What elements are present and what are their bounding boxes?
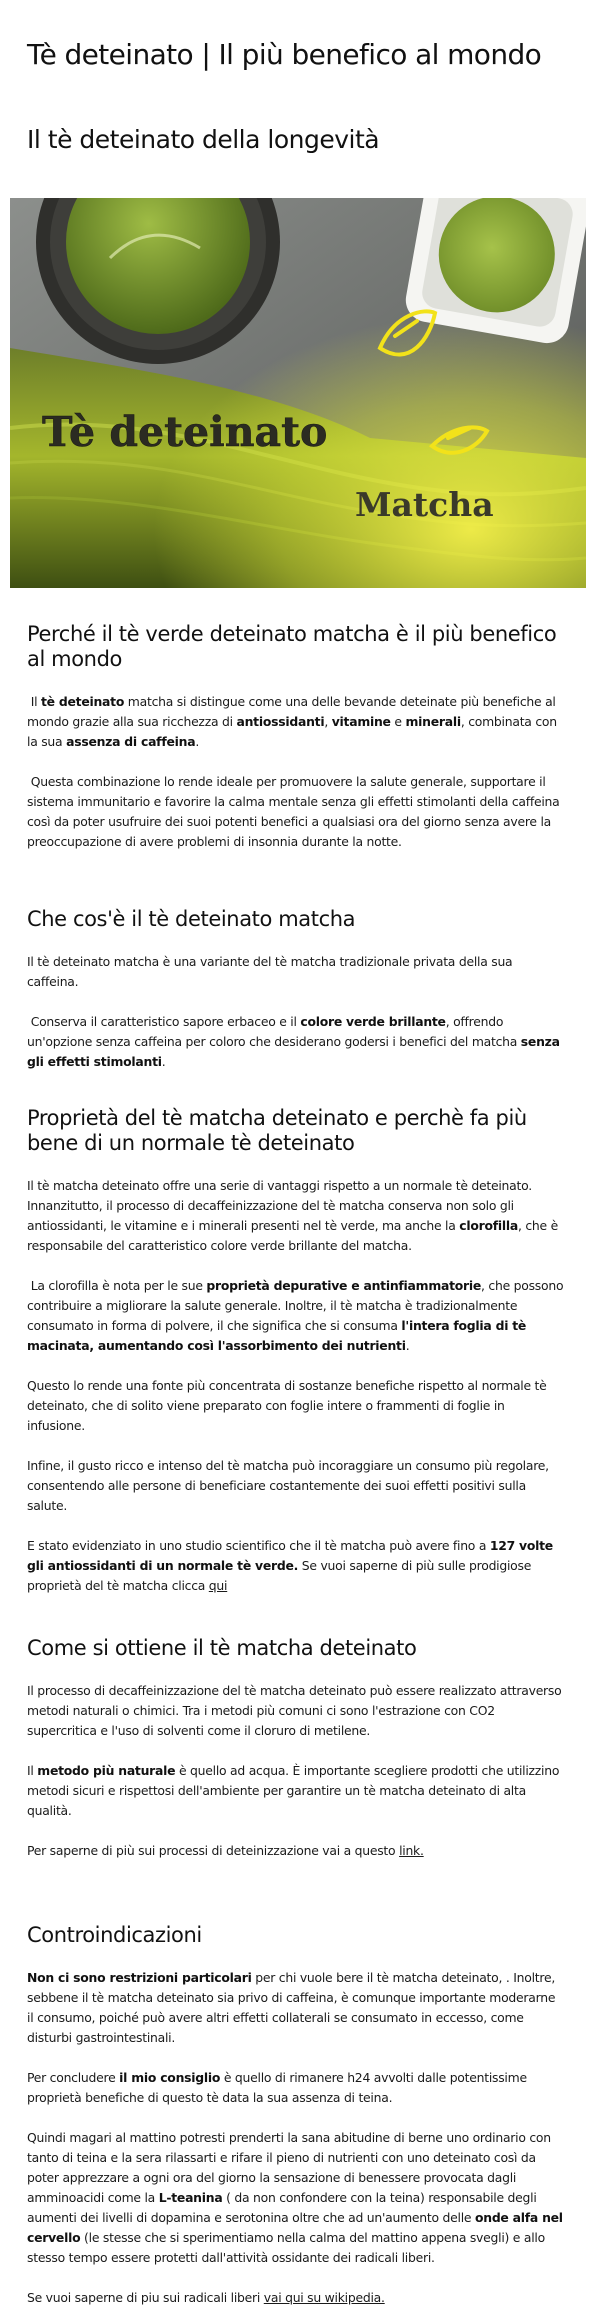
section-heading-how-obtained: Come si ottiene il tè matcha deteinato [27,1636,417,1660]
paragraph: Per concludere il mio consiglio è quello di rimanere h24 avvolti dalle potentissime proprietà benefiche di questo tè data la sua assenza di teina. [27,2070,527,2105]
hero-logo-subtext: Matcha [355,485,494,524]
hero-illustration [10,198,586,588]
paragraph: La clorofilla è nota per le sue proprietà depurative e antinfiammatorie, che possono contribuire a migliorare la salute generale. Inoltre, il tè matcha è tradizionalmente consumato in forma di polvere, il che significa che si consuma l'intera foglia di tè macinata, aumentando così l'assorbimento dei nutrienti. [27,1278,564,1353]
hero-image [10,198,586,588]
paragraph: Se vuoi saperne di piu sui radicali liberi vai qui su wikipedia. [27,2290,385,2305]
page-title: Il tè deteinato della longevità [27,125,380,154]
link-matcha-properties[interactable]: qui [208,1578,228,1593]
paragraph: Questo lo rende una fonte più concentrata di sostanze benefiche rispetto al normale tè deteinato, che di solito viene preparato con foglie intere o frammenti di foglie in infusione. [27,1378,547,1433]
paragraph: Il processo di decaffeinizzazione del tè matcha deteinato può essere realizzato attraverso metodi naturali o chimici. Tra i metodi più comuni ci sono l'estrazione con CO2 supercritica e l'uso di solventi come il cloruro di metilene. [27,1683,562,1738]
paragraph: Infine, il gusto ricco e intenso del tè matcha può incoraggiare un consumo più regolare, consentendo alle persone di beneficiare costantemente dei suoi effetti positivi sulla salute. [27,1458,549,1513]
paragraph: Il tè deteinato matcha si distingue come una delle bevande deteinate più benefiche al mondo grazie alla sua ricchezza di antiossidanti, vitamine e minerali, combinata con la sua assenza di caffeina. [27,694,557,749]
paragraph: Il metodo più naturale è quello ad acqua. È importante scegliere prodotti che utilizzino metodi sicuri e rispettosi dell'ambiente per garantire un tè matcha deteinato di alta qualità. [27,1763,560,1818]
article-content [27,622,564,2308]
section-heading-contraindications: Controindicazioni [27,1923,202,1947]
paragraph: Questa combinazione lo rende ideale per promuovere la salute generale, supportare il sistema immunitario e favorire la calma mentale senza gli effetti stimolanti della caffeina così da poter usufruire dei suoi potenti benefici a qualsiasi ora del giorno senza avere la preoccupazione di avere problemi di insonnia durante la notte. [27,774,560,849]
paragraph: E stato evidenziato in uno studio scientifico che il tè matcha può avere fino a 127 volte gli antiossidanti di un normale tè verde. Se vuoi saperne di più sulle prodigiose proprietà del tè matcha clicca qui [27,1538,553,1593]
link-deteinization[interactable]: link. [399,1843,424,1858]
paragraph: Quindi magari al mattino potresti prenderti la sana abitudine di berne uno ordinario con tanto di teina e la sera rilassarti e rifare il pieno di nutrienti con uno deteinato così da poter apprezzare a ogni ora del giorno la sensazione di benessere provocata dagli amminoacidi come la L-teanina ( da non confondere con la teina) responsabile degli aumenti dei livelli di dopamina e serotonina oltre che ad un'aumento delle onde alfa nel cervello (le stesse che si sperimentiamo nella calma del mattino appena svegli) e allo stesso tempo essere protetti dall'attività ossidante dei radicali liberi. [27,2130,563,2265]
paragraph: Per saperne di più sui processi di deteinizzazione vai a questo link. [27,1843,424,1858]
site-title: Tè deteinato | Il più benefico al mondo [27,38,542,71]
paragraph: Il tè deteinato matcha è una variante del tè matcha tradizionale privata della sua caffeina. [27,954,513,989]
section-heading-properties: Proprietà del tè matcha deteinato e perchè fa più bene di un normale tè deteinato [27,1106,527,1155]
paragraph: Conserva il caratteristico sapore erbaceo e il colore verde brillante, offrendo un'opzione senza caffeina per coloro che desiderano godersi i benefici del matcha senza gli effetti stimolanti. [27,1014,560,1069]
link-wikipedia[interactable]: vai qui su wikipedia. [263,2290,385,2305]
hero-logo-text: Tè deteinato [42,408,328,456]
paragraph: Il tè matcha deteinato offre una serie di vantaggi rispetto a un normale tè deteinato. Innanzitutto, il processo di decaffeinizzazione del tè matcha conserva non solo gli antiossidanti, le vitamine e i minerali presenti nel tè verde, ma anche la clorofilla, che è responsabile del caratteristico colore verde brillante del matcha. [27,1178,558,1253]
section-heading-benefits: Perché il tè verde deteinato matcha è il più benefico al mondo [27,622,557,671]
paragraph: Non ci sono restrizioni particolari per chi vuole bere il tè matcha deteinato, . Inoltre, sebbene il tè matcha deteinato sia privo di caffeina, è comunque importante moderarne il consumo, poiché può avere altri effetti collaterali se consumato in eccesso, come disturbi gastrointestinali. [27,1970,556,2045]
section-heading-what-is: Che cos'è il tè deteinato matcha [27,907,356,931]
